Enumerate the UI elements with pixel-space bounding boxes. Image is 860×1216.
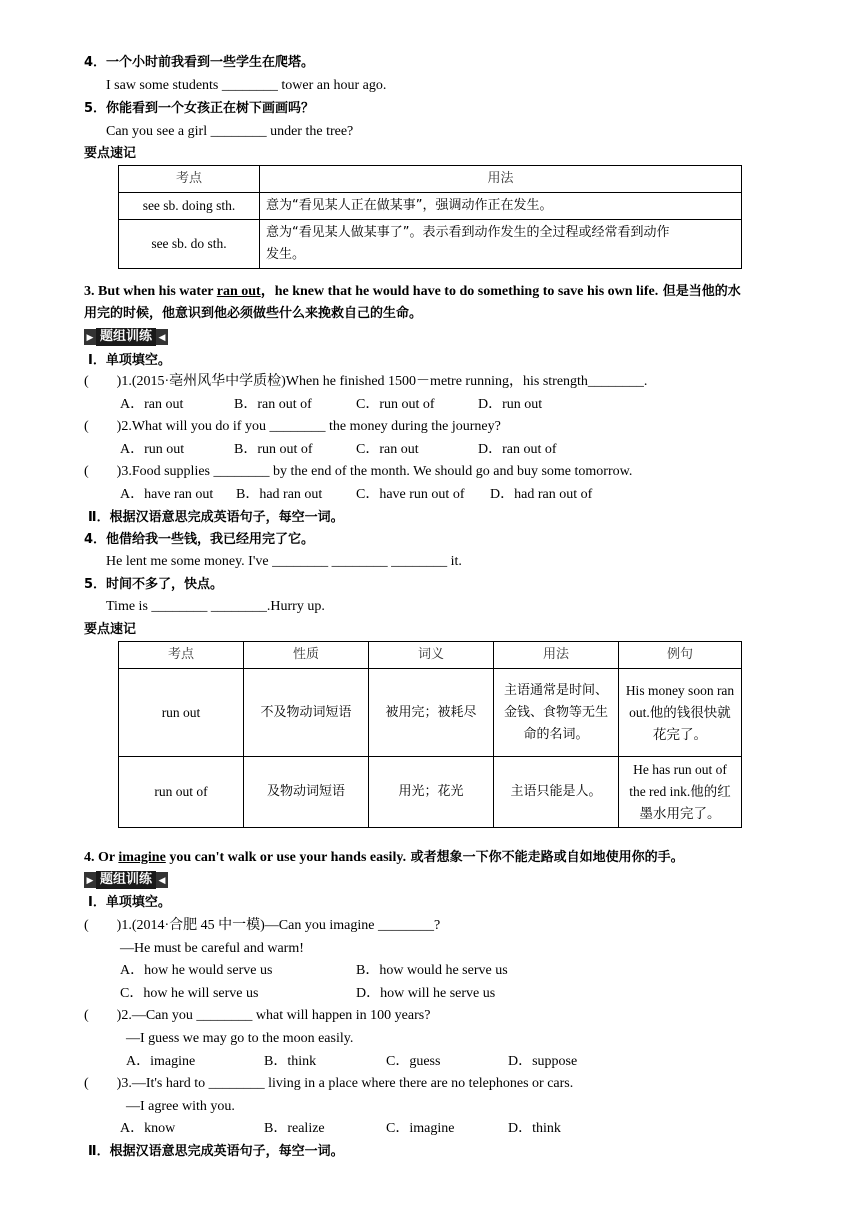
s3-q3-opt-d: D．had ran out of xyxy=(490,487,593,502)
s1-q5-en: Can you see a girl ________ under the tree? xyxy=(106,124,354,139)
s3-table xyxy=(118,641,742,828)
heading-text: you can't walk or use your hands easily. xyxy=(165,850,407,865)
heading-cn: 但是当他的水 xyxy=(658,284,741,299)
s3-part2: Ⅱ．根据汉语意思完成英语句子，每空一词。 xyxy=(88,510,344,525)
s4-heading xyxy=(84,849,684,867)
s4-part1: Ⅰ．单项填空。 xyxy=(88,895,171,910)
s3-q1-opt-a: A．ran out xyxy=(120,397,184,412)
s3-memo: 要点速记 xyxy=(84,622,137,637)
s4-q1-opt-c: C．how he will serve us xyxy=(120,986,259,1001)
table-header-row xyxy=(119,166,742,193)
table-row xyxy=(119,669,742,757)
s4-q2-b: —I guess we may go to the moon easily. xyxy=(126,1031,354,1046)
heading-text: ，he knew that he would have to do something to save his own life. xyxy=(260,284,659,299)
s4-q2-opt-d: D．suppose xyxy=(508,1054,578,1069)
keyword: ran out xyxy=(216,284,261,299)
table-cell: 及物动词短语 xyxy=(244,757,369,828)
table-cell-line: 意为“看见某人做某事了”。表示看到动作发生的全过程或经常看到动作 xyxy=(266,225,670,240)
s4-q3-opt-a: A．know xyxy=(120,1121,176,1136)
s4-q3-opt-c: C．imagine xyxy=(386,1121,455,1136)
s4-q3-opt-b: B．realize xyxy=(264,1121,325,1136)
triangle-left-icon: ◀ xyxy=(156,329,168,345)
s3-part1: Ⅰ．单项填空。 xyxy=(88,353,171,368)
banner-label: 题组训练 xyxy=(96,871,156,889)
s3-q1-opt-c: C．run out of xyxy=(356,397,435,412)
s1-q5-cn: 5．你能看到一个女孩正在树下画画吗？ xyxy=(84,101,315,116)
banner-label: 题组训练 xyxy=(96,328,156,346)
s3-q3-opt-c: C．have run out of xyxy=(356,487,465,502)
table-header-row xyxy=(119,642,742,669)
s3-q2-opt-a: A．run out xyxy=(120,442,185,457)
s3-q1-opt-b: B．ran out of xyxy=(234,397,312,412)
table-cell xyxy=(260,220,742,269)
table-row xyxy=(119,757,742,828)
s3-q1-opt-d: D．run out xyxy=(478,397,543,412)
table-cell: 不及物动词短语 xyxy=(244,669,369,757)
s3-heading-cn: 用完的时候，他意识到他必须做些什么来挽救自己的生命。 xyxy=(84,306,423,321)
heading-cn: 或者想象一下你不能走路或自如地使用你的手。 xyxy=(406,850,684,865)
table-header: 例句 xyxy=(619,642,742,669)
exercise-banner xyxy=(84,871,168,889)
exercise-banner xyxy=(84,328,168,346)
s3-q2-opt-c: C．ran out xyxy=(356,442,419,457)
s4-q2-opt-c: C．guess xyxy=(386,1054,441,1069)
s3-q4-en: He lent me some money. I've ________ ________ ________ it. xyxy=(106,554,462,569)
s4-q1-opt-a: A．how he would serve us xyxy=(120,963,273,978)
s4-q1-b: —He must be careful and warm! xyxy=(120,941,304,956)
table-cell: 主语通常是时间、金钱、食物等无生命的名词。 xyxy=(494,669,619,757)
heading-text: 4. Or xyxy=(84,850,119,865)
s3-q3-opt-a: A．have ran out xyxy=(120,487,214,502)
table-header: 考点 xyxy=(119,642,244,669)
table-header: 考点 xyxy=(119,166,260,193)
table-header: 用法 xyxy=(494,642,619,669)
s4-q3: ( )3.—It's hard to ________ living in a place where there are no telephones or cars. xyxy=(84,1076,574,1091)
s3-q3-opt-b: B．had ran out xyxy=(236,487,323,502)
s3-q5-en: Time is ________ ________.Hurry up. xyxy=(106,599,325,614)
s4-part2: Ⅱ．根据汉语意思完成英语句子，每空一词。 xyxy=(88,1144,344,1159)
s3-q4-cn: 4．他借给我一些钱，我已经用完了它。 xyxy=(84,532,315,547)
triangle-right-icon: ▶ xyxy=(84,329,96,345)
heading-text: 3. But when his water xyxy=(84,284,217,299)
table-cell: see sb. do sth. xyxy=(119,220,260,269)
table-row xyxy=(119,193,742,220)
table-cell: 主语只能是人。 xyxy=(494,757,619,828)
s1-memo: 要点速记 xyxy=(84,146,137,161)
table-cell-line: 发生。 xyxy=(266,247,306,262)
s4-q2: ( )2.—Can you ________ what will happen in 100 years? xyxy=(84,1008,431,1023)
s3-q2-opt-b: B．run out of xyxy=(234,442,313,457)
table-cell: run out of xyxy=(119,757,244,828)
table-cell: run out xyxy=(119,669,244,757)
table-cell: His money soon ran out.他的钱很快就花完了。 xyxy=(619,669,742,757)
s4-q1: ( )1.(2014·合肥 45 中一模)—Can you imagine ________? xyxy=(84,918,441,933)
s4-q1-opt-d: D．how will he serve us xyxy=(356,986,496,1001)
table-cell: 用光；花光 xyxy=(369,757,494,828)
s1-table xyxy=(118,165,742,269)
table-cell: He has run out of the red ink.他的红墨水用完了。 xyxy=(619,757,742,828)
table-cell: see sb. doing sth. xyxy=(119,193,260,220)
s4-q3-opt-d: D．think xyxy=(508,1121,561,1136)
s3-q2: ( )2.What will you do if you ________ the money during the journey? xyxy=(84,419,501,434)
s1-q4-cn: 4．一个小时前我看到一些学生在爬塔。 xyxy=(84,55,315,70)
s1-q4-en: I saw some students ________ tower an hour ago. xyxy=(106,78,387,93)
table-header: 性质 xyxy=(244,642,369,669)
s3-q2-opt-d: D．ran out of xyxy=(478,442,557,457)
s4-q1-opt-b: B．how would he serve us xyxy=(356,963,508,978)
s3-q5-cn: 5．时间不多了，快点。 xyxy=(84,577,224,592)
s4-q2-opt-b: B．think xyxy=(264,1054,317,1069)
s3-q1: ( )1.(2015·亳州风华中学质检)When he finished 1500－metre running，his strength________. xyxy=(84,374,648,389)
s3-heading xyxy=(84,283,741,301)
s3-q3: ( )3.Food supplies ________ by the end of the month. We should go and buy some tomorrow. xyxy=(84,464,633,479)
table-header: 用法 xyxy=(260,166,742,193)
table-cell: 被用完；被耗尽 xyxy=(369,669,494,757)
table-cell: 意为“看见某人正在做某事”，强调动作正在发生。 xyxy=(260,193,742,220)
s4-q2-opt-a: A．imagine xyxy=(126,1054,196,1069)
table-header: 词义 xyxy=(369,642,494,669)
keyword: imagine xyxy=(118,850,166,865)
triangle-left-icon: ◀ xyxy=(156,872,168,888)
triangle-right-icon: ▶ xyxy=(84,872,96,888)
s4-q3-b: —I agree with you. xyxy=(126,1099,235,1114)
table-row xyxy=(119,220,742,269)
